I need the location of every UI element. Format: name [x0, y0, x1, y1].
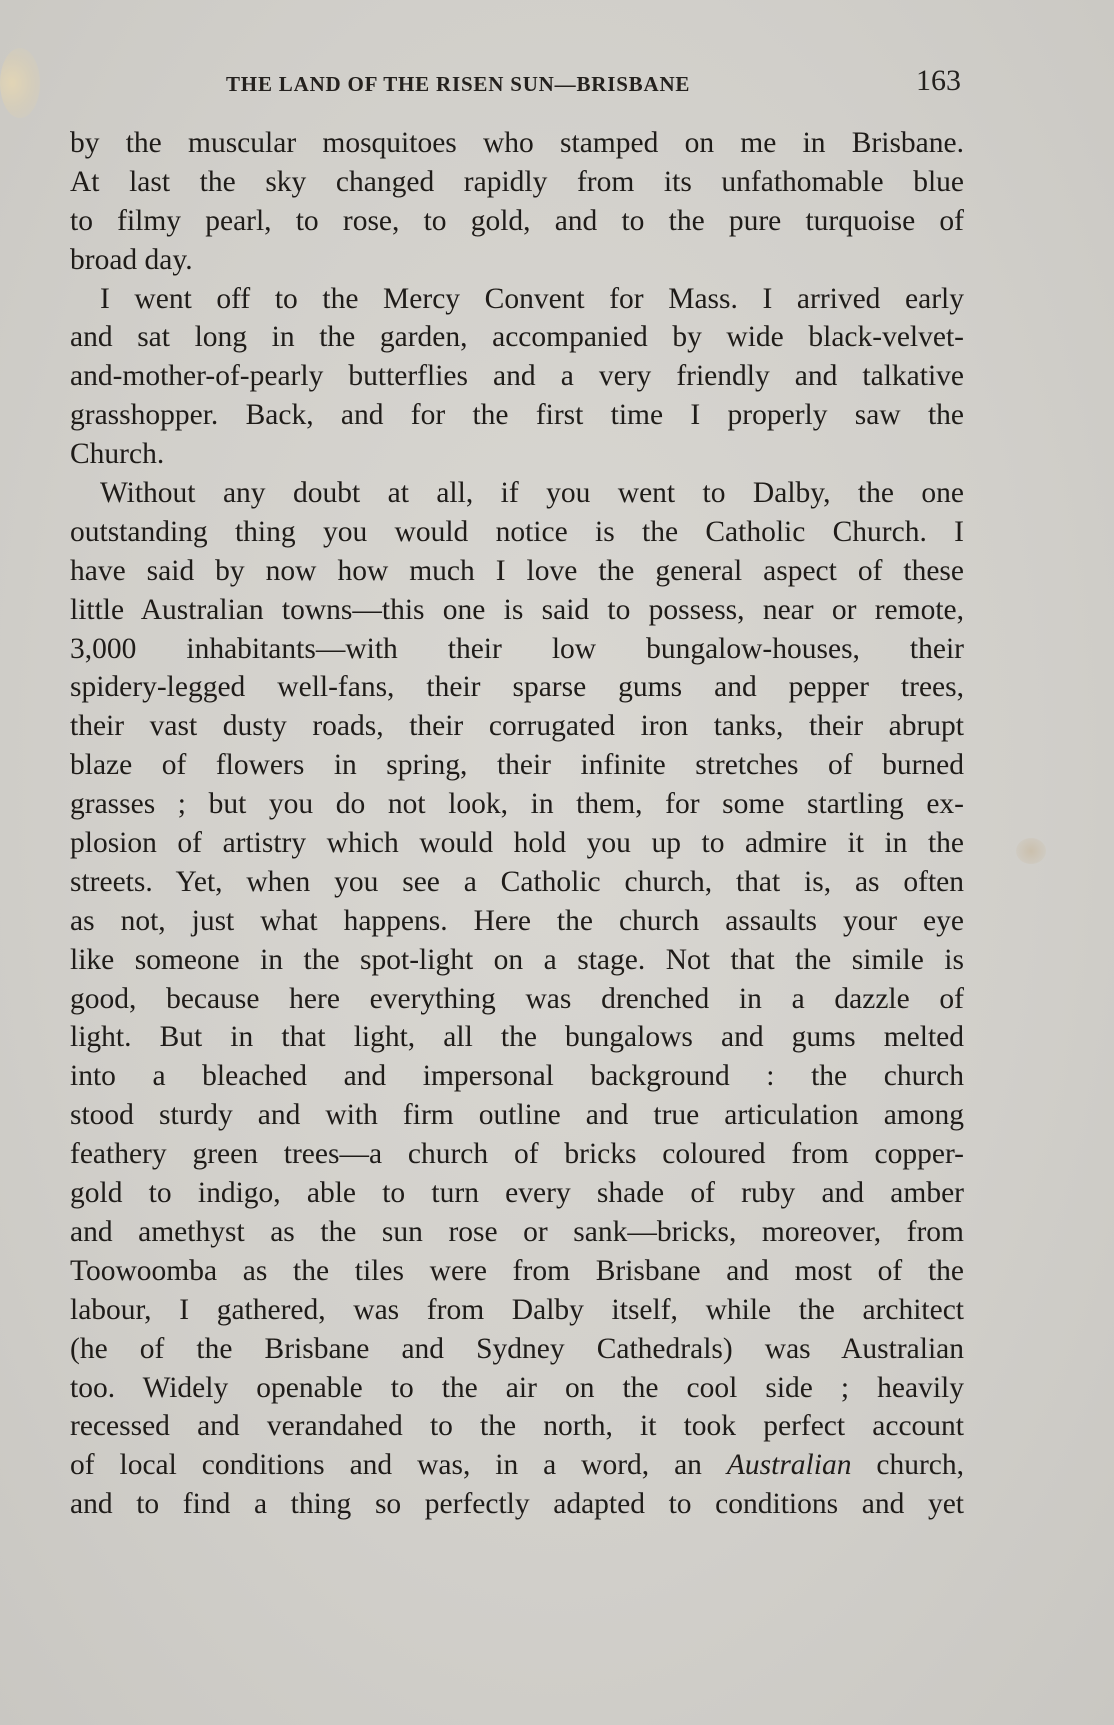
text-line: like someone in the spot-light on a stage. Not that the simile is [70, 943, 964, 976]
text-line: as not, just what happens. Here the church assaults your eye [70, 904, 964, 937]
text-line-italic-phrase [70, 1446, 964, 1485]
text-line: grasses ; but you do not look, in them, for some startling ex- [70, 788, 964, 821]
text-line: and amethyst as the sun rose or sank—bricks, moreover, from [70, 1215, 964, 1248]
text-line: and-mother-of-pearly butterflies and a very friendly and talkative [70, 360, 964, 393]
paper-spot [1016, 838, 1046, 864]
text-line: labour, I gathered, was from Dalby itself, while the architect [70, 1293, 964, 1326]
text-line: into a bleached and impersonal background : the church [70, 1060, 964, 1093]
text-line: little Australian towns—this one is said to possess, near or remote, [70, 593, 964, 626]
text-line: and sat long in the garden, accompanied by wide black-velvet- [70, 321, 964, 354]
text-line: Church. [70, 438, 165, 471]
running-head: THE LAND OF THE RISEN SUN—BRISBANE [226, 72, 691, 96]
text-line: recessed and verandahed to the north, it took perfect account [70, 1410, 964, 1443]
text-line: good, because here everything was drenched in a dazzle of [70, 982, 964, 1015]
text-line: to filmy pearl, to rose, to gold, and to the pure turquoise of [70, 204, 964, 237]
text-line: At last the sky changed rapidly from its unfathomable blue [70, 165, 964, 198]
text-line: gold to indigo, able to turn every shade of ruby and amber [70, 1177, 964, 1210]
text-line: streets. Yet, when you see a Catholic church, that is, as often [70, 865, 964, 898]
text-line: spidery-legged well-fans, their sparse gums and pepper trees, [70, 671, 964, 704]
text-line: broad day. [70, 243, 193, 276]
text-line: too. Widely openable to the air on the cool side ; heavily [70, 1371, 964, 1404]
text-line: outstanding thing you would notice is the Catholic Church. I [70, 515, 964, 548]
text-line: plosion of artistry which would hold you up to admire it in the [70, 827, 964, 860]
text-line: I went off to the Mercy Convent for Mass. I arrived early [100, 282, 964, 315]
text-line: light. But in that light, all the bungalows and gums melted [70, 1021, 964, 1054]
text-line: 3,000 inhabitants—with their low bungalow-houses, their [70, 632, 964, 665]
text-line: by the muscular mosquitoes who stamped on me in Brisbane. [70, 127, 964, 159]
text-line: blaze of flowers in spring, their infinite stretches of burned [70, 749, 964, 782]
text-line: have said by now how much I love the general aspect of these [70, 554, 964, 587]
italic-word: Australian [726, 1449, 852, 1482]
text-line: (he of the Brisbane and Sydney Cathedrals) was Australian [70, 1332, 964, 1365]
text-line: and to find a thing so perfectly adapted to conditions and yet [70, 1488, 964, 1521]
text-segment: of local conditions and was, in a word, an [70, 1449, 702, 1482]
page-number: 163 [916, 64, 961, 97]
paper-stain [0, 48, 40, 118]
body-text [70, 124, 964, 1524]
text-line: grasshopper. Back, and for the first time I properly saw the [70, 399, 964, 432]
text-line: Toowoomba as the tiles were from Brisbane and most of the [70, 1254, 964, 1287]
text-line: stood sturdy and with firm outline and true articulation among [70, 1099, 964, 1132]
text-line: Without any doubt at all, if you went to Dalby, the one [100, 477, 964, 510]
text-segment: church, [876, 1449, 965, 1482]
text-line: their vast dusty roads, their corrugated iron tanks, their abrupt [70, 710, 964, 743]
text-line: feathery green trees—a church of bricks coloured from copper- [70, 1138, 964, 1171]
